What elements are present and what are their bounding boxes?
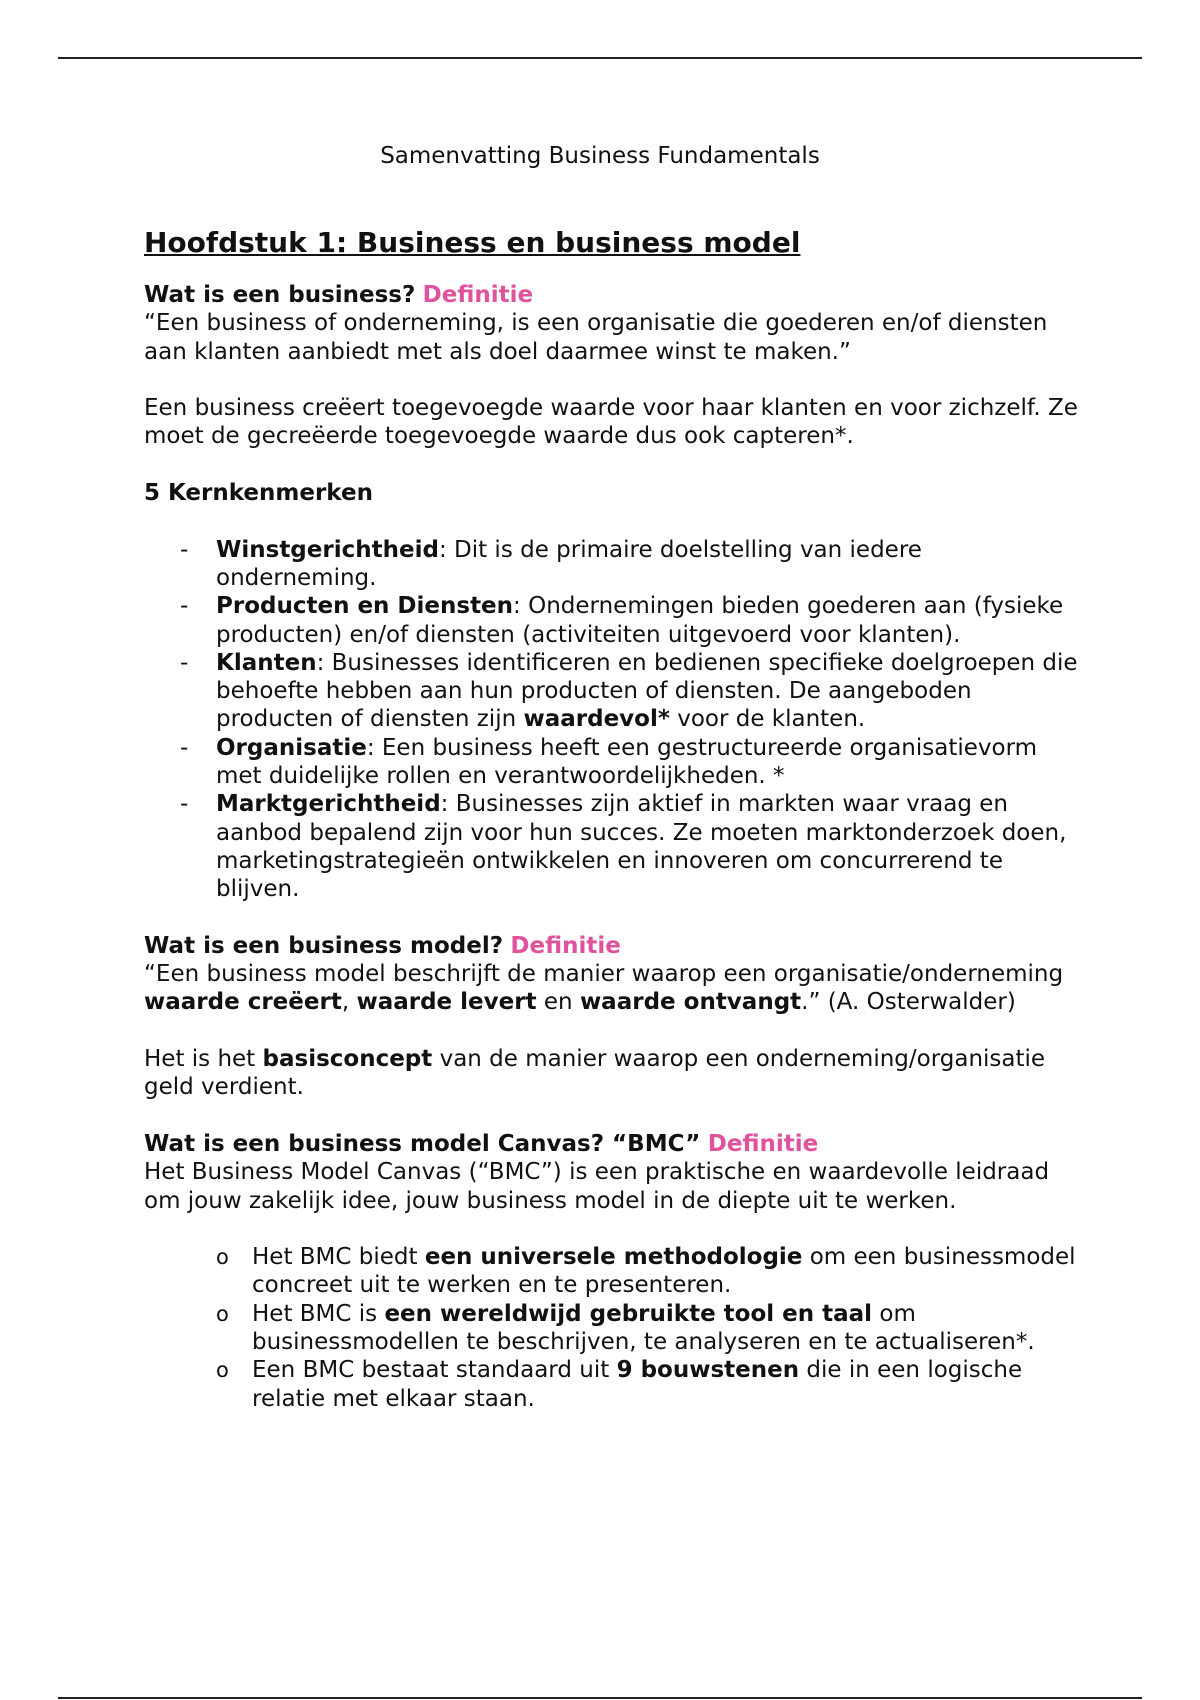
document-title: Samenvatting Business Fundamentals (380, 143, 820, 169)
list-item: - Organisatie: Een business heeft een gestructureerde organisatievorm met duidelijke rollen en verantwoordelijkheden. * (216, 734, 1084, 791)
business-definition: “Een business of onderneming, is een organisatie die goederen en/of diensten aan klanten aanbiedt met als doel daarmee winst te maken.” (144, 310, 1048, 365)
list-item: - Winstgerichtheid: Dit is de primaire doelstelling van iedere onderneming. (216, 536, 1084, 593)
question-business-model: Wat is een business model? Definitie (144, 932, 621, 959)
chapter-heading: Hoofdstuk 1: Business en business model (144, 226, 801, 259)
list-item: - Marktgerichtheid: Businesses zijn aktief in markten waar vraag en aanbod bepalend zijn voor hun succes. Ze moeten marktonderzoek doen, marketingstrategieën ontwikkelen en innoveren om concurrerend te blijven. (216, 790, 1084, 903)
basisconcept-paragraph: Het is het basisconcept van de manier waarop een onderneming/organisatie geld verdient. (144, 1046, 1046, 1101)
definition-tag: Definitie (707, 1130, 819, 1157)
footer-rule (58, 1697, 1142, 1699)
definition-tag: Definitie (422, 282, 534, 308)
document-body (144, 225, 1084, 1413)
business-model-definition: “Een business model beschrijft de manier waarop een organisatie/onderneming waarde creëert, waarde levert en waarde ontvangt.” (A. Osterwalder) (144, 961, 1064, 1016)
header-rule (58, 57, 1142, 59)
business-paragraph: Een business creëert toegevoegde waarde voor haar klanten en voor zichzelf. Ze moet de gecreëerde toegevoegde waarde dus ook capteren*. (144, 395, 1078, 450)
list-item: o Het BMC is een wereldwijd gebruikte tool en taal om businessmodellen te beschrijven, te analyseren en te actualiseren*. (252, 1300, 1084, 1357)
list-item: o Het BMC biedt een universele methodologie om een businessmodel concreet uit te werken en te presenteren. (252, 1243, 1084, 1300)
definition-tag: Definitie (510, 932, 621, 959)
kernkenmerken-heading: 5 Kernkenmerken (144, 480, 373, 507)
list-item: - Klanten: Businesses identificeren en bedienen specifieke doelgroepen die behoefte hebben aan hun producten of diensten. De aangeboden producten of diensten zijn waardevol* voor de klanten. (216, 649, 1084, 734)
list-item: - Producten en Diensten: Ondernemingen bieden goederen aan (fysieke producten) en/of diensten (activiteiten uitgevoerd voor klanten). (216, 592, 1084, 649)
question-bmc: Wat is een business model Canvas? “BMC” Definitie (144, 1130, 819, 1157)
bmc-list (144, 1243, 1084, 1413)
kernkenmerken-list (144, 536, 1084, 904)
bmc-paragraph: Het Business Model Canvas (“BMC”) is een praktische en waardevolle leidraad om jouw zakelijk idee, jouw business model in de diepte uit te werken. (144, 1159, 1050, 1214)
list-item: o Een BMC bestaat standaard uit 9 bouwstenen die in een logische relatie met elkaar staan. (252, 1356, 1084, 1413)
question-business: Wat is een business? Definitie (144, 282, 534, 308)
